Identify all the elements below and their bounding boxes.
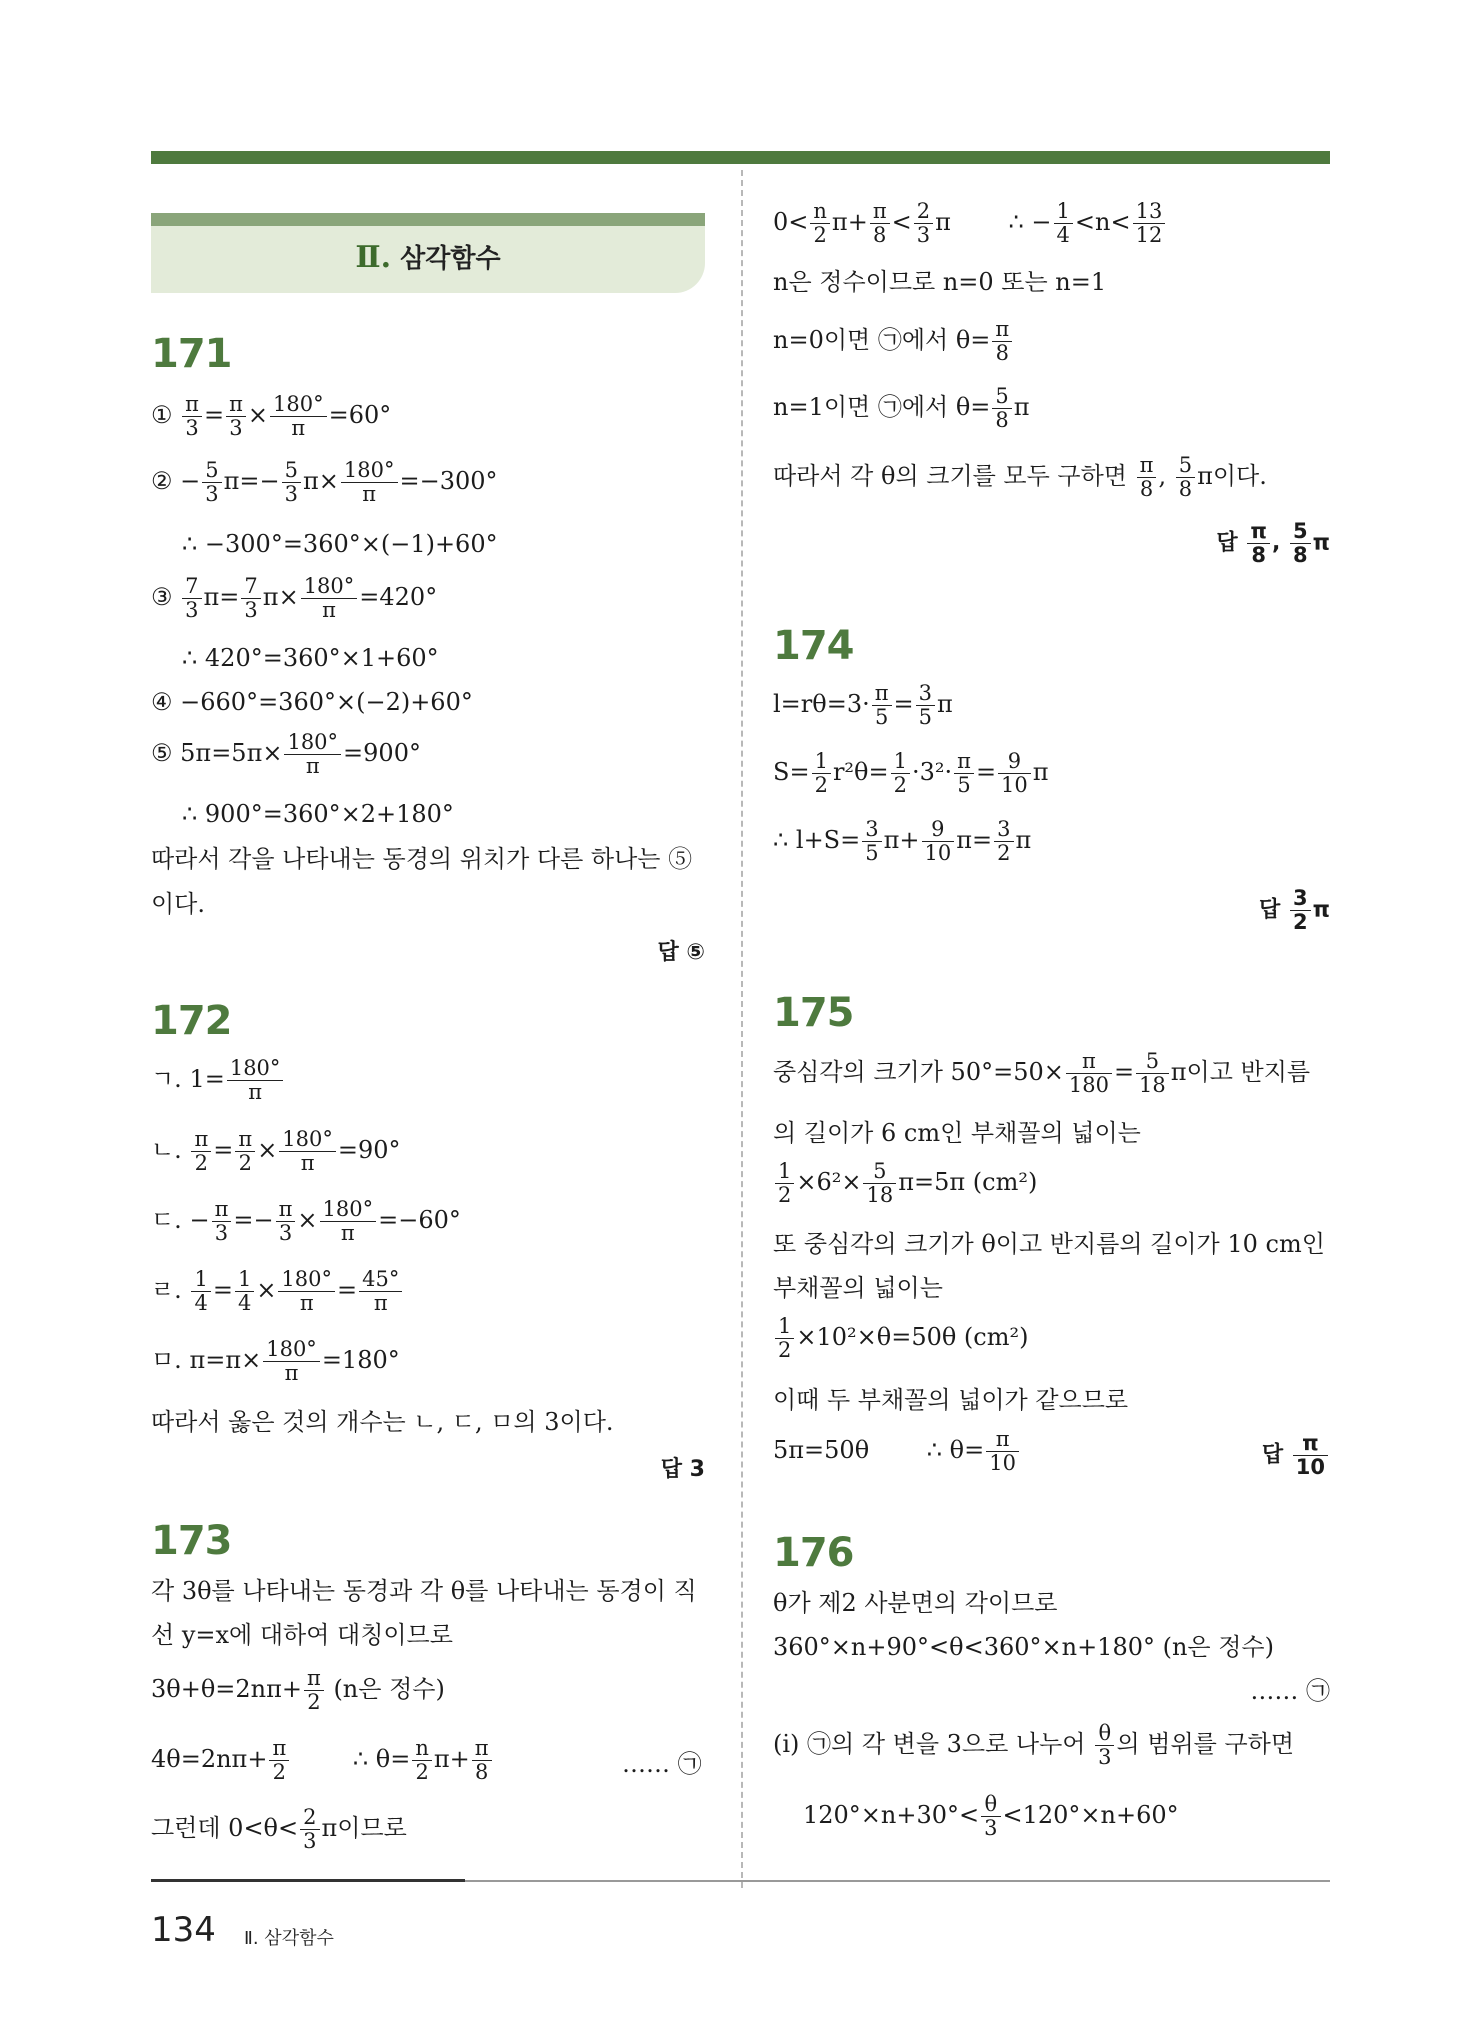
p176-line-3: …… ㉠: [1250, 1677, 1330, 1705]
page-number: 134: [151, 1910, 216, 1950]
p173-answer: 답 $\frac{\pi}{8}$ , $\frac{5}{8}$ π: [1216, 519, 1330, 568]
problem-number-175: 175: [773, 990, 854, 1036]
p172-answer: 답 3: [660, 1457, 705, 1482]
problem-number-172: 172: [151, 998, 232, 1044]
p173-cont-line-5: 따라서 각 θ의 크기를 모두 구하면 $\frac{\pi}{8}$ , $\frac{5}{8}$ π이다.: [773, 453, 1267, 502]
p171-answer: 답 ⑤: [657, 940, 705, 965]
p171-line-10: 이다.: [151, 890, 205, 918]
p173-line-1: 각 3θ를 나타내는 동경과 각 θ를 나타내는 동경이 직: [151, 1577, 697, 1605]
p171-line-4: ③ $\frac{7}{3}$ π= $\frac{7}{3}$ π× $\frac{180^\circ}{\pi}$ =420°: [151, 574, 438, 623]
p172-line-6: 따라서 옳은 것의 개수는 ㄴ, ㄷ, ㅁ의 3이다.: [151, 1408, 614, 1436]
p172-line-2: ㄴ. $\frac{\pi}{2}$ = $\frac{\pi}{2}$ × $\frac{180^\circ}{\pi}$ =90°: [151, 1127, 401, 1176]
p172-line-1: ㄱ. 1= $\frac{180^\circ}{\pi}$: [151, 1057, 285, 1104]
p171-line-8: ∴ 900°=360°×2+180°: [182, 800, 454, 828]
p171-line-1: ① $\frac{\pi}{3}$ = $\frac{\pi}{3}$ × $\frac{180^\circ}{\pi}$ =60°: [151, 392, 392, 441]
problem-number-173: 173: [151, 1518, 232, 1564]
p172-line-3: ㄷ. − $\frac{\pi}{3}$ =− $\frac{\pi}{3}$ × $\frac{180^\circ}{\pi}$ =−60°: [151, 1197, 461, 1246]
p173-line-5: 그런데 0<θ< $\frac{2}{3}$ π이므로: [151, 1805, 407, 1854]
p174-line-3: ∴ l+S= $\frac{3}{5}$ π+ $\frac{9}{10}$ π= $\frac{3}{2}$ π: [773, 817, 1032, 866]
p174-line-2: S= $\frac{1}{2}$ r²θ= $\frac{1}{2}$ ·3²· $\frac{\pi}{5}$ = $\frac{9}{10}$ π: [773, 749, 1049, 798]
problem-number-176: 176: [773, 1530, 854, 1576]
p175-line-5: 부채꼴의 넓이는: [773, 1274, 943, 1302]
p175-line-6: $\frac{1}{2}$ ×10²×θ=50θ (cm²): [773, 1315, 1028, 1362]
p171-line-3: ∴ −300°=360°×(−1)+60°: [182, 530, 498, 558]
p175-line-8: 5π=50θ ∴ θ= $\frac{\pi}{10}$: [773, 1428, 1021, 1475]
p171-line-5: ∴ 420°=360°×1+60°: [182, 644, 439, 672]
p171-line-2: ② − $\frac{5}{3}$ π=− $\frac{5}{3}$ π× $\frac{180^\circ}{\pi}$ =−300°: [151, 458, 498, 507]
problem-number-174: 174: [773, 623, 854, 669]
p173-cont-line-2: n은 정수이므로 n=0 또는 n=1: [773, 268, 1107, 296]
p173-tag: …… ㉠: [622, 1750, 702, 1778]
p173-cont-line-3: n=0이면 ㉠에서 θ= $\frac{\pi}{8}$: [773, 318, 1014, 365]
footer-chapter-title: Ⅱ. 삼각함수: [244, 1928, 334, 1949]
problem-number-171: 171: [151, 331, 232, 377]
p175-answer: 답 $\frac{\pi}{10}$: [1262, 1432, 1330, 1479]
bottom-rule-accent: [151, 1879, 465, 1882]
p176-line-2: 360°×n+90°<θ<360°×n+180° (n은 정수): [773, 1633, 1274, 1661]
p173-line-2: 선 y=x에 대하여 대칭이므로: [151, 1621, 453, 1649]
p176-line-1: θ가 제2 사분면의 각이므로: [773, 1589, 1058, 1617]
p173-cont-line-4: n=1이면 ㉠에서 θ= $\frac{5}{8}$ π: [773, 384, 1030, 433]
chapter-roman: Ⅱ.: [355, 240, 392, 275]
chapter-title: 삼각함수: [400, 244, 501, 274]
p171-line-7: ⑤ 5π=5π× $\frac{180^\circ}{\pi}$ =900°: [151, 730, 421, 779]
p173-line-3: 3θ+θ=2nπ+ $\frac{\pi}{2}$ (n은 정수): [151, 1666, 445, 1715]
column-divider: [741, 170, 743, 1888]
p172-line-5: ㅁ. π=π× $\frac{180^\circ}{\pi}$ =180°: [151, 1337, 400, 1386]
p174-line-1: l=rθ=3· $\frac{\pi}{5}$ = $\frac{3}{5}$ π: [773, 681, 953, 730]
p171-line-9: 따라서 각을 나타내는 동경의 위치가 다른 하나는 ⑤: [151, 845, 693, 873]
p175-line-1: 중심각의 크기가 50°=50× $\frac{\pi}{180}$ = $\frac{5}{18}$ π이고 반지름: [773, 1049, 1311, 1098]
p175-line-4: 또 중심각의 크기가 θ이고 반지름의 길이가 10 cm인: [773, 1230, 1325, 1258]
chapter-heading: [151, 213, 705, 293]
p172-line-4: ㄹ. $\frac{1}{4}$ = $\frac{1}{4}$ × $\frac{180^\circ}{\pi}$ = $\frac{45^\circ}{\pi}$: [151, 1268, 404, 1315]
p175-line-3: $\frac{1}{2}$ ×6²× $\frac{5}{18}$ π=5π (cm²): [773, 1160, 1037, 1207]
p171-line-6: ④ −660°=360°×(−2)+60°: [151, 688, 473, 716]
p175-line-2: 의 길이가 6 cm인 부채꼴의 넓이는: [773, 1119, 1141, 1147]
p173-line-4: 4θ=2nπ+ $\frac{\pi}{2}$ ∴ θ= $\frac{n}{2}$ π+ $\frac{\pi}{8}$: [151, 1737, 494, 1784]
top-green-bar: [151, 151, 1330, 164]
p175-line-7: 이때 두 부채꼴의 넓이가 같으므로: [773, 1386, 1129, 1414]
p174-answer: 답 $\frac{3}{2}$ π: [1259, 886, 1330, 935]
p173-cont-line-1: 0< $\frac{n}{2}$ π+ $\frac{\pi}{8}$ < $\frac{2}{3}$ π ∴ − $\frac{1}{4}$ <n< $\frac{13}{12}$: [773, 200, 1167, 247]
p176-line-4: (i) ㉠의 각 변을 3으로 나누어 $\frac{\theta}{3}$ 의 범위를 구하면: [773, 1721, 1295, 1770]
p176-line-5: 120°×n+30°< $\frac{\theta}{3}$ <120°×n+60°: [803, 1792, 1179, 1841]
